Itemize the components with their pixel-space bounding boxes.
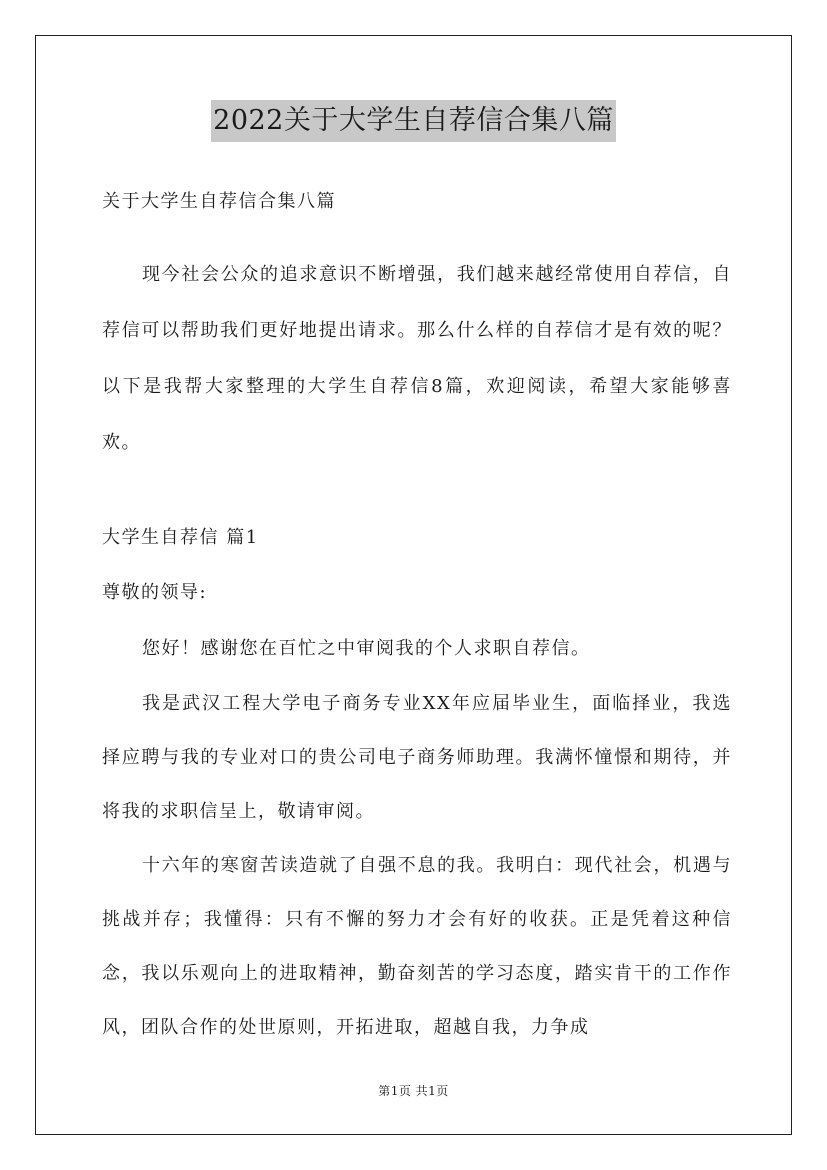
greeting-paragraph: 您好！感谢您在百忙之中审阅我的个人求职自荐信。	[142, 638, 591, 659]
document-title: 2022关于大学生自荐信合集八篇	[211, 100, 616, 142]
page-footer: 第1页 共1页	[378, 1084, 449, 1098]
salutation: 尊敬的领导:	[102, 582, 208, 603]
document-subtitle: 关于大学生自荐信合集八篇	[102, 191, 336, 212]
section-heading: 大学生自荐信 篇1	[102, 527, 259, 548]
spacer	[102, 229, 732, 247]
body-paragraph: 我是武汉工程大学电子商务专业XX年应届毕业生，面临择业，我选择应聘与我的专业对口的贵公司电子商务师助理。我满怀憧憬和期待，并将我的求职信呈上，敬请审阅。	[102, 693, 732, 822]
spacer	[102, 471, 732, 511]
body-paragraph: 十六年的寒窗苦读造就了自强不息的我。我明白：现代社会，机遇与挑战并存；我懂得：只有不懈的努力才会有好的收获。正是凭着这种信念，我以乐观向上的进取精神，勤奋刻苦的学习态度，踏实肯干的工作作风，团队合作的处世原则，开拓进取，超越自我，力争成	[102, 855, 732, 1038]
document-body	[102, 175, 732, 1055]
intro-paragraph: 现今社会公众的追求意识不断增强，我们越来越经常使用自荐信，自荐信可以帮助我们更好地提出请求。那么什么样的自荐信才是有效的呢？以下是我帮大家整理的大学生自荐信8篇，欢迎阅读，希望大家能够喜欢。	[102, 264, 732, 453]
title-container	[0, 100, 827, 142]
